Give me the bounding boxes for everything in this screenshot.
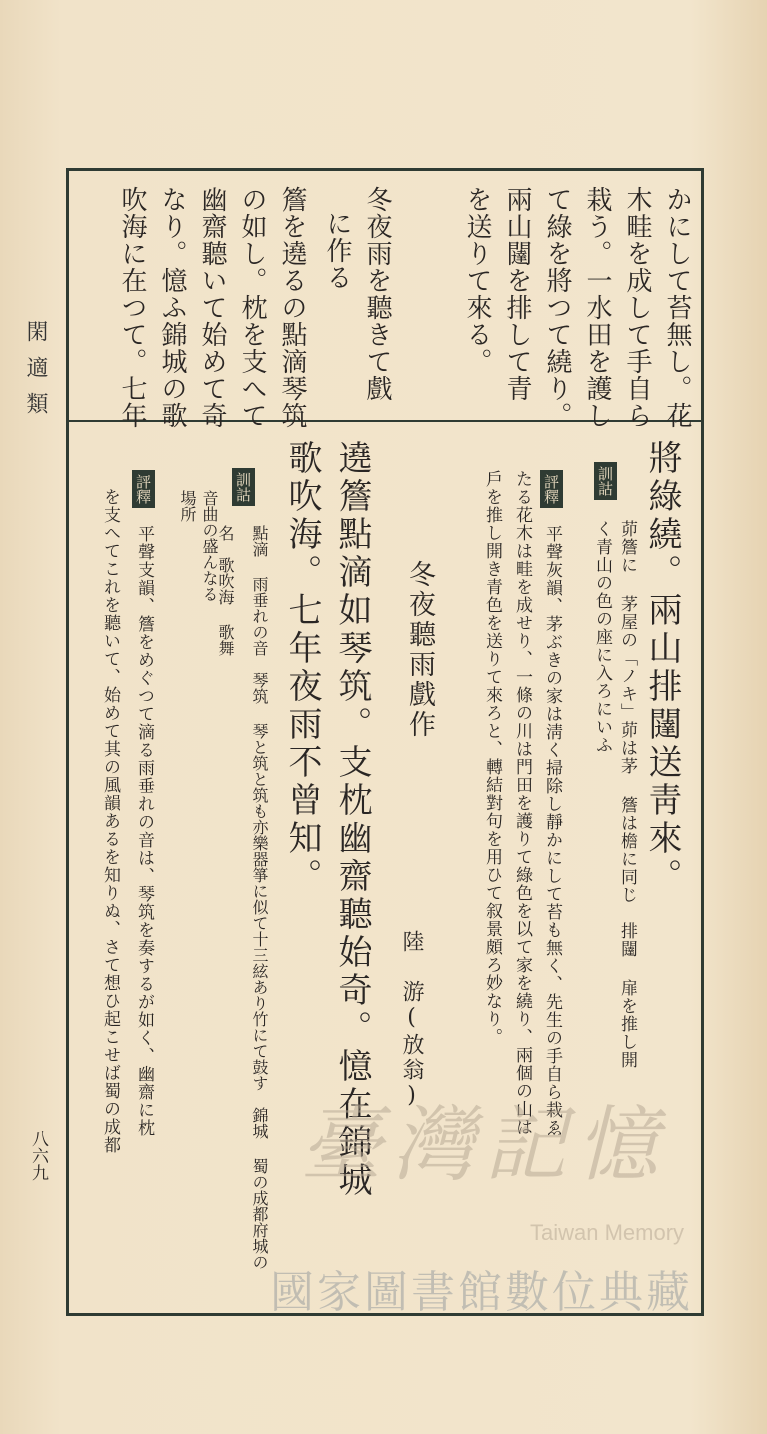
prev-kunko-text: 茆簷に 茅屋の「ノキ」茆は茅 簷は檐に同じ 排闥 扉を推し開く青山の色の座に入ろにいふ (592, 520, 637, 1069)
upper-prev-line-4: て綠を將つて繞り。 (542, 186, 572, 429)
running-head: 閑適類 (23, 320, 48, 428)
poem-author: 陸 游(放翁) (399, 930, 424, 1111)
upper-cur-line-2: に作る (322, 210, 352, 291)
cur-kunko-text: 點滴 雨垂れの音 琴筑 琴と筑と筑も亦樂器箏に似て十三絃あり竹にて鼓す 錦城 蜀の成都府城の名 歌吹海 歌舞 (216, 525, 269, 1270)
upper-prev-line-1: かにして苔無し。花 (662, 186, 692, 429)
watermark-institution: 國家圖書館數位典藏 (270, 1267, 693, 1318)
prev-poem-text: 將綠繞。兩山排闥送靑來。 (642, 440, 682, 896)
poem-title: 冬夜聽雨戲作 (404, 560, 435, 740)
upper-prev-line-6: を送りて來る。 (462, 186, 492, 375)
upper-cur-line-7: 吹海に在つて。七年 (117, 186, 147, 429)
watermark-latin: Taiwan Memory (530, 1220, 685, 1245)
upper-cur-line-1: 冬夜雨を聽きて戲 (362, 186, 392, 402)
upper-cur-line-3: 簷を遶るの點滴琴筑 (277, 186, 307, 429)
upper-prev-line-2: 木畦を成して手自ら (622, 186, 652, 429)
watermark-logo: 臺灣記憶 (300, 1098, 668, 1193)
prev-hyoshaku-line-1: 平聲灰韻、茅ぶきの家は淸く掃除し靜かにして苔も無く、先生の手自ら栽ゑ (542, 525, 562, 1137)
poem-text-line-2: 歌吹海。七年夜雨不曾知。 (282, 440, 322, 896)
hyoshaku-label: 評釋 (540, 470, 563, 508)
cur-kunko-block (232, 468, 255, 510)
cur-hyoshaku-line-1: 平聲支韻、簷をめぐつて滴る雨垂れの音は、琴筑を奏するが如く、幽齋に枕 (134, 525, 154, 1137)
prev-hyoshaku-line-3: 戶を推し開き青色を送りて來ろと、轉結對句を用ひて叙景頗ろ妙なり。 (482, 470, 502, 1046)
upper-prev-line-5: 兩山闥を排して青 (502, 186, 532, 402)
kunko-label: 訓詁 (594, 462, 617, 500)
prev-kunko-block (594, 462, 617, 504)
poem-text-line-1: 遶簷點滴如琴筑。支枕幽齋聽始奇。憶在錦城 (332, 440, 372, 1200)
page-number: 八六九 (28, 1130, 48, 1181)
upper-cur-line-4: の如し。枕を支へて (237, 186, 267, 429)
cur-hyoshaku-line-2: を支へてこれを聽いて、始めて其の風韻あるを知りぬ、さて想ひ起こせば蜀の成都 (100, 488, 120, 1154)
prev-hyoshaku-line-2: たる花木は畦を成せり、一條の川は門田を護りて綠色を以て家を繞り、兩個の山は (512, 470, 532, 1136)
hyoshaku-label-2: 評釋 (132, 470, 155, 508)
cur-hyoshaku-block (132, 470, 155, 512)
kunko-label-2: 訓詁 (232, 468, 255, 506)
upper-cur-line-6: なり。憶ふ錦城の歌 (157, 186, 187, 429)
prev-hyoshaku-block (540, 470, 563, 512)
upper-prev-line-3: 栽う。一水田を護し (582, 186, 612, 429)
cur-kunko-note: 音曲の盛んなる場所 (178, 490, 219, 602)
upper-cur-line-5: 幽齋聽いて始めて奇 (197, 186, 227, 429)
